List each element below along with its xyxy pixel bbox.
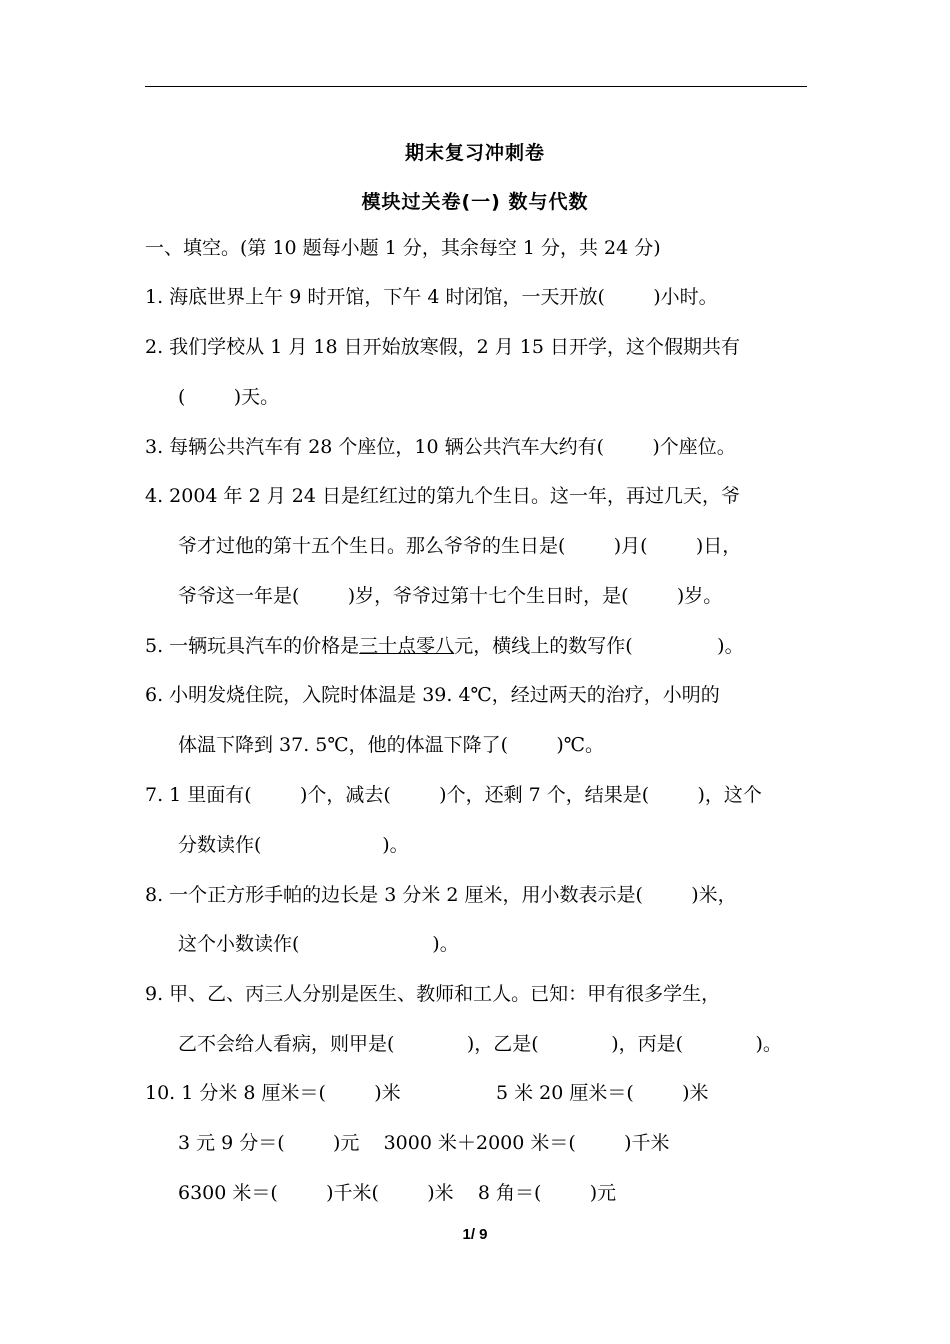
question-1: 1. 海底世界上午 9 时开馆，下午 4 时闭馆，一天开放( )小时。 xyxy=(145,286,718,308)
document-title: 期末复习冲刺卷 xyxy=(404,142,545,164)
question-9: 9. 甲、乙、丙三人分别是医生、教师和工人。已知：甲有很多学生， xyxy=(145,983,721,1005)
question-10-b: 5 米 20 厘米＝( )米 xyxy=(496,1082,709,1104)
question-6-cont: 体温下降到 37. 5℃，他的体温下降了( )℃。 xyxy=(178,734,605,756)
question-7: 7. 1 里面有( )个，减去( )个，还剩 7 个，结果是( )，这个 xyxy=(145,784,762,806)
question-2: 2. 我们学校从 1 月 18 日开始放寒假，2 月 15 日开学，这个假期共有 xyxy=(145,336,740,358)
document-subtitle: 模块过关卷(一) 数与代数 xyxy=(361,191,589,213)
question-5-text-a: 5. 一辆玩具汽车的价格是 xyxy=(145,635,360,657)
question-3: 3. 每辆公共汽车有 28 个座位，10 辆公共汽车大约有( )个座位。 xyxy=(145,436,736,458)
page-number: 1/ 9 xyxy=(462,1226,488,1243)
question-5-text-b: 元，横线上的数写作( )。 xyxy=(454,635,744,657)
header-rule xyxy=(145,86,807,87)
question-5 xyxy=(145,633,744,659)
question-2-cont: ( )天。 xyxy=(178,386,280,408)
question-10-d: 6300 米＝( )千米( )米 8 角＝( )元 xyxy=(178,1182,617,1204)
question-6: 6. 小明发烧住院，入院时体温是 39. 4℃，经过两天的治疗，小明的 xyxy=(145,684,720,706)
question-8: 8. 一个正方形手帕的边长是 3 分米 2 厘米，用小数表示是( )米， xyxy=(145,884,737,906)
section-heading: 一、填空。(第 10 题每小题 1 分，其余每空 1 分，共 24 分) xyxy=(145,237,661,259)
question-4-cont-2: 爷爷这一年是( )岁，爷爷过第十七个生日时，是( )岁。 xyxy=(178,585,723,607)
question-4-cont-1: 爷才过他的第十五个生日。那么爷爷的生日是( )月( )日， xyxy=(178,535,742,557)
question-4: 4. 2004 年 2 月 24 日是红红过的第九个生日。这一年，再过几天，爷 xyxy=(145,485,740,507)
question-9-cont: 乙不会给人看病，则甲是( )，乙是( )，丙是( )。 xyxy=(178,1033,782,1055)
question-10-a: 10. 1 分米 8 厘米＝( )米 xyxy=(145,1082,401,1104)
question-7-cont: 分数读作( )。 xyxy=(178,834,409,856)
question-8-cont: 这个小数读作( )。 xyxy=(178,933,459,955)
question-10-c: 3 元 9 分＝( )元 3000 米＋2000 米＝( )千米 xyxy=(178,1132,670,1154)
question-5-underlined: 三十点零八 xyxy=(359,635,455,657)
